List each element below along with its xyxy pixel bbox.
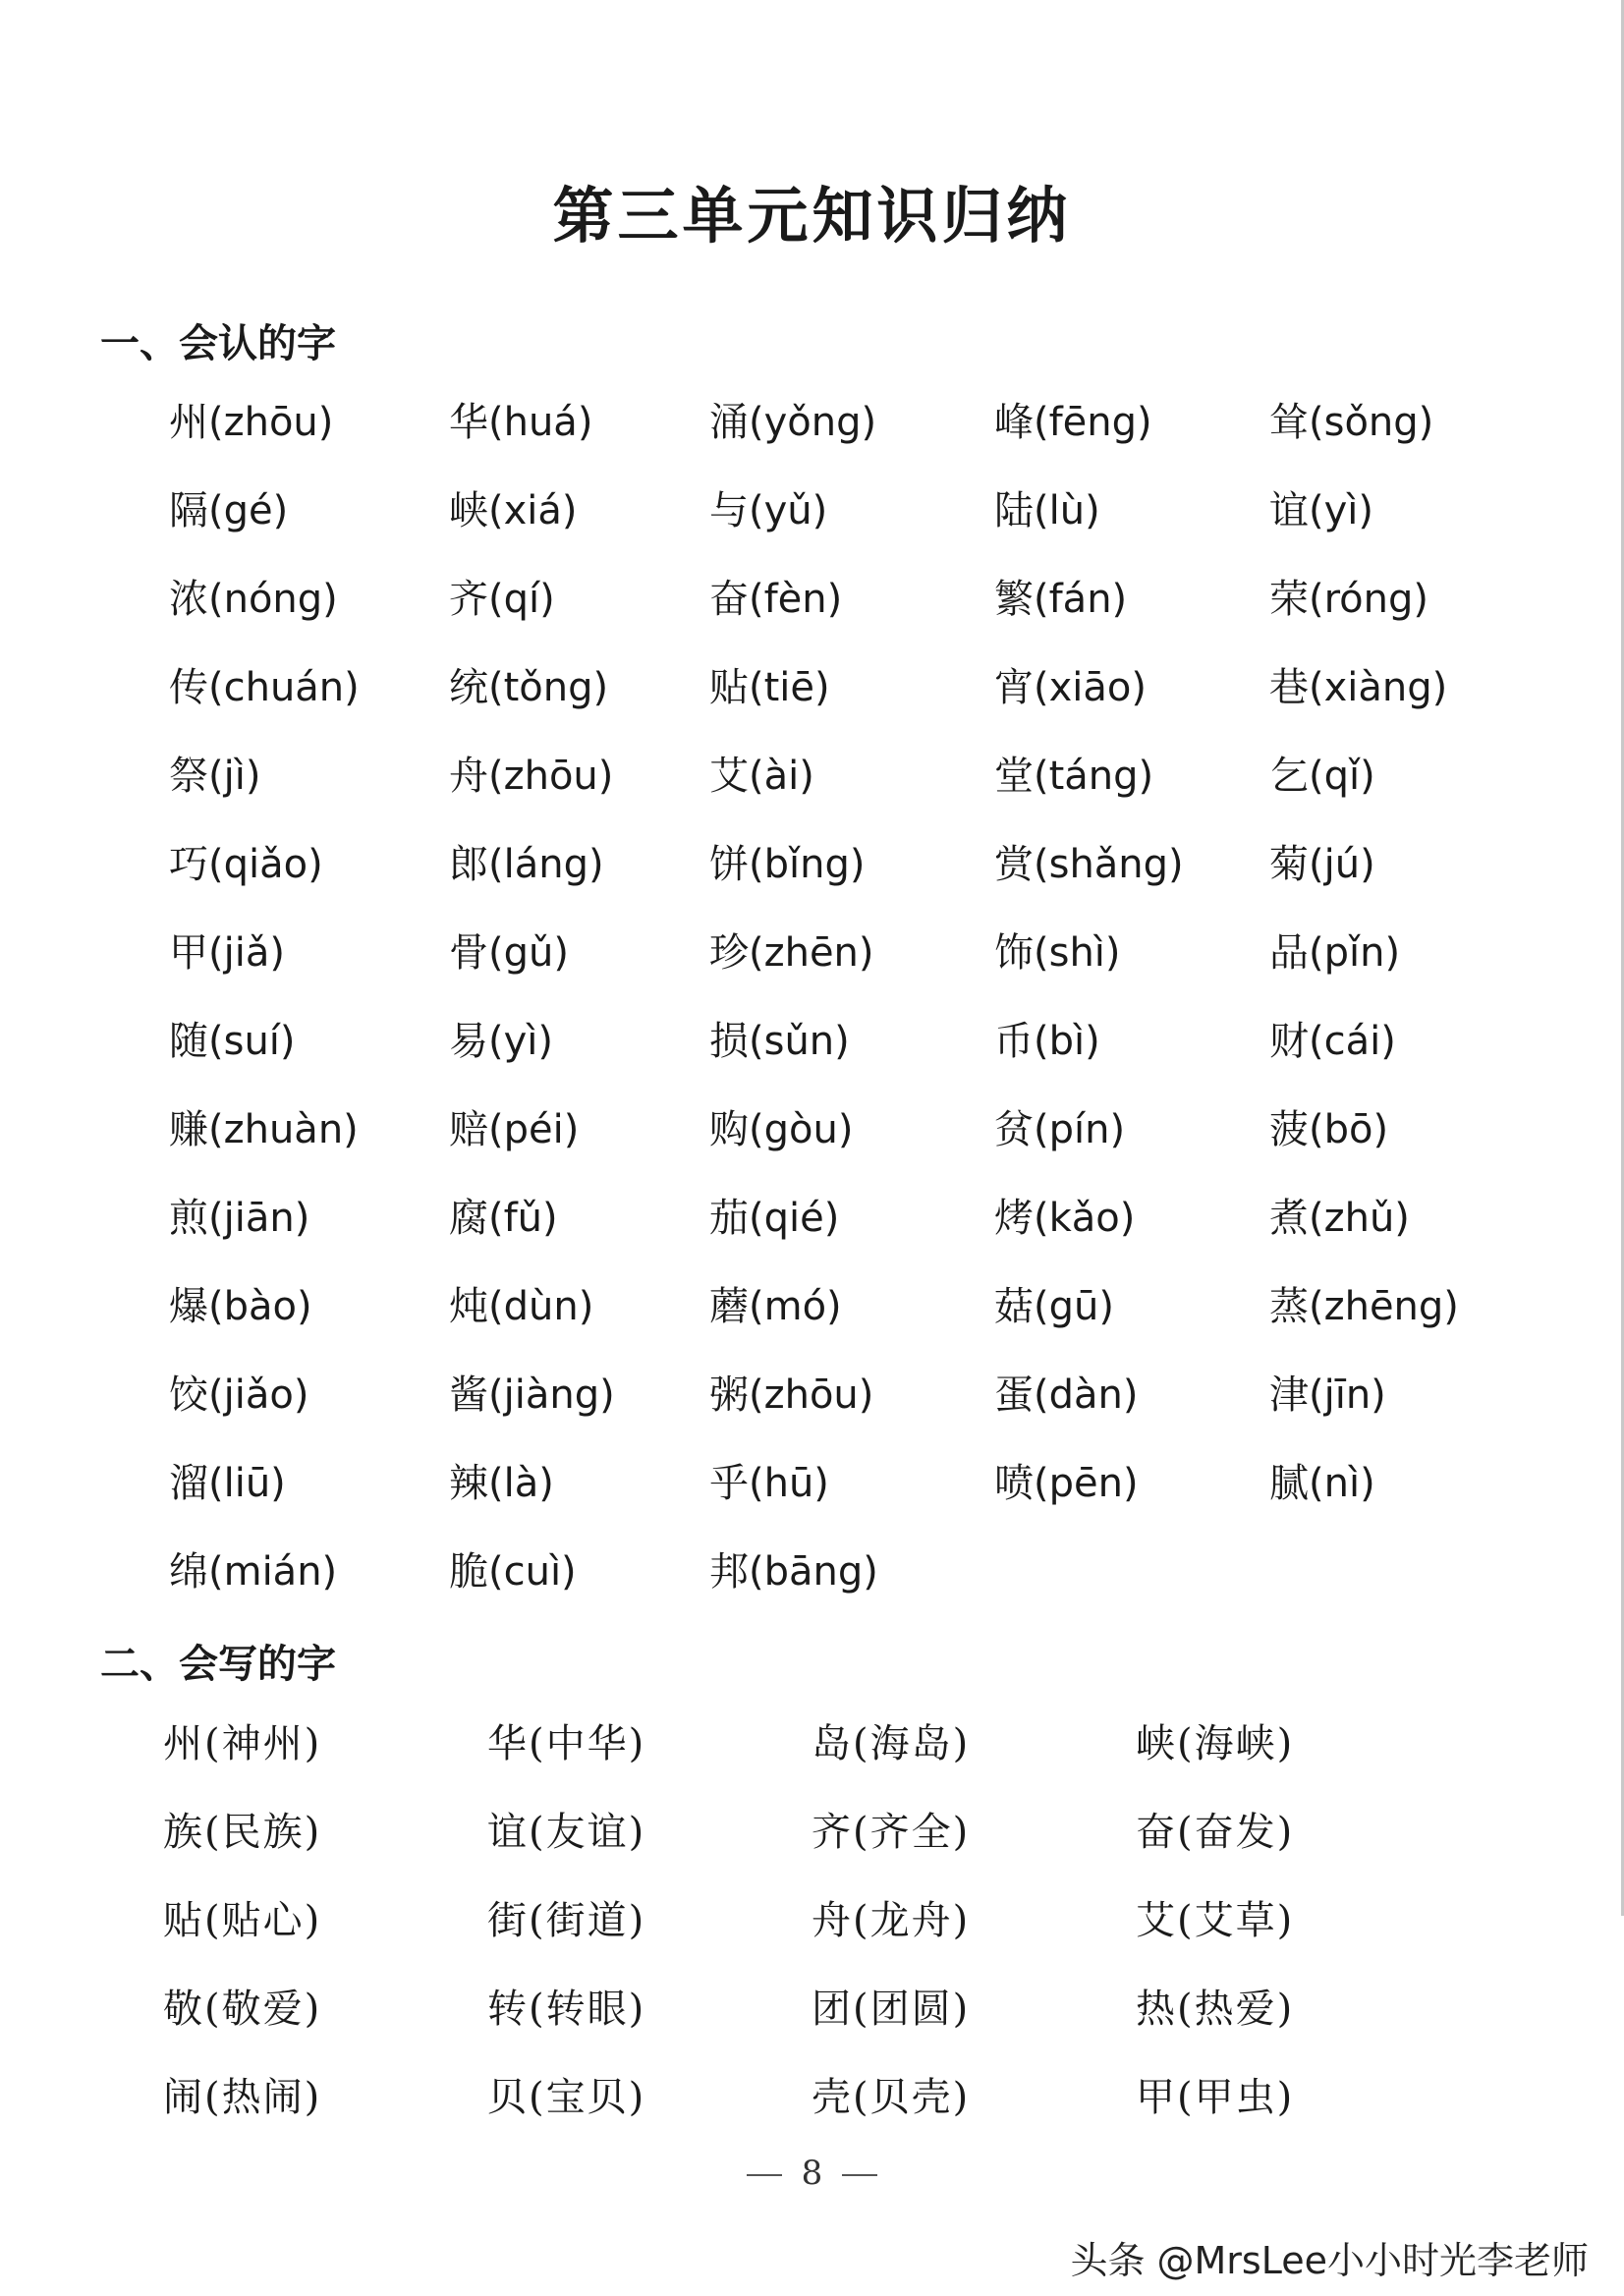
char-item: 州(zhōu) [169, 400, 334, 445]
char-item: 热(热爱) [1136, 1987, 1295, 2032]
char-item: 菠(bō) [1269, 1107, 1389, 1152]
char-item: 隔(gé) [169, 488, 289, 533]
char-item: 煎(jiān) [169, 1196, 310, 1241]
char-item: 堂(táng) [994, 754, 1154, 799]
recognize-char-grid [169, 393, 1525, 1631]
char-item: 艾(艾草) [1136, 1898, 1295, 1943]
char-item: 岛(海岛) [812, 1721, 971, 1766]
char-item: 腻(nì) [1269, 1461, 1375, 1506]
page-number-dash-left [747, 2174, 782, 2176]
char-item: 峡(xiá) [449, 488, 578, 533]
char-item: 粥(zhōu) [709, 1372, 874, 1418]
char-item: 币(bì) [994, 1019, 1100, 1064]
section-heading-write: 二、会写的字 [100, 1642, 336, 1687]
char-item: 陆(lù) [994, 488, 1100, 533]
char-item: 涌(yǒng) [709, 400, 877, 445]
char-item: 损(sǔn) [709, 1019, 850, 1064]
char-item: 蒸(zhēng) [1269, 1284, 1459, 1329]
char-item: 奋(fèn) [709, 577, 843, 622]
char-item: 甲(jiǎ) [169, 930, 285, 976]
char-item: 酱(jiàng) [449, 1372, 615, 1418]
char-item: 乞(qǐ) [1269, 754, 1375, 799]
char-item: 赔(péi) [449, 1107, 580, 1152]
char-item: 州(神州) [163, 1721, 322, 1766]
char-item: 齐(qí) [449, 577, 555, 622]
char-item: 祭(jì) [169, 754, 261, 799]
char-item: 贫(pín) [994, 1107, 1126, 1152]
char-item: 烤(kǎo) [994, 1196, 1136, 1241]
char-item: 舟(龙舟) [812, 1898, 971, 1943]
char-item: 易(yì) [449, 1019, 553, 1064]
char-item: 溜(liū) [169, 1461, 286, 1506]
char-item: 转(转眼) [487, 1987, 646, 2032]
char-item: 舟(zhōu) [449, 754, 614, 799]
char-item: 族(民族) [163, 1810, 322, 1855]
char-item: 脆(cuì) [449, 1549, 577, 1595]
char-item: 艾(ài) [709, 754, 814, 799]
char-item: 饰(shì) [994, 930, 1121, 976]
char-item: 茄(qié) [709, 1196, 840, 1241]
char-item: 传(chuán) [169, 665, 360, 710]
char-item: 甲(甲虫) [1136, 2075, 1295, 2120]
watermark: 头条 @MrsLee小小时光李老师 [1070, 2239, 1589, 2282]
char-item: 谊(yì) [1269, 488, 1373, 533]
char-item: 爆(bào) [169, 1284, 312, 1329]
char-item: 贝(宝贝) [487, 2075, 646, 2120]
char-item: 品(pǐn) [1269, 930, 1401, 976]
char-item: 喷(pēn) [994, 1461, 1139, 1506]
char-item: 巷(xiàng) [1269, 665, 1448, 710]
char-item: 绵(mián) [169, 1549, 338, 1595]
char-item: 腐(fǔ) [449, 1196, 558, 1241]
char-item: 炖(dùn) [449, 1284, 594, 1329]
page-number-value: 8 [801, 2154, 823, 2193]
char-item: 贴(tiē) [709, 665, 830, 710]
char-item: 蛋(dàn) [994, 1372, 1139, 1418]
char-item: 闹(热闹) [163, 2075, 322, 2120]
char-item: 赏(shǎng) [994, 842, 1184, 887]
char-item: 珍(zhēn) [709, 930, 874, 976]
page-title: 第三单元知识归纳 [552, 180, 1072, 252]
char-item: 饼(bǐng) [709, 842, 866, 887]
page-number-dash-right [842, 2174, 877, 2176]
write-char-grid [163, 1714, 1460, 2156]
char-item: 峰(fēng) [994, 400, 1152, 445]
char-item: 奋(奋发) [1136, 1810, 1295, 1855]
char-item: 随(suí) [169, 1019, 296, 1064]
char-item: 耸(sǒng) [1269, 400, 1434, 445]
char-item: 煮(zhǔ) [1269, 1196, 1410, 1241]
char-item: 峡(海峡) [1136, 1721, 1295, 1766]
char-item: 华(huá) [449, 400, 593, 445]
char-item: 壳(贝壳) [812, 2075, 971, 2120]
char-item: 统(tǒng) [449, 665, 609, 710]
char-item: 赚(zhuàn) [169, 1107, 359, 1152]
char-item: 饺(jiǎo) [169, 1372, 309, 1418]
char-item: 荣(róng) [1269, 577, 1428, 622]
char-item: 贴(贴心) [163, 1898, 322, 1943]
char-item: 巧(qiǎo) [169, 842, 323, 887]
char-item: 华(中华) [487, 1721, 646, 1766]
char-item: 浓(nóng) [169, 577, 338, 622]
char-item: 郎(láng) [449, 842, 604, 887]
char-item: 谊(友谊) [487, 1810, 646, 1855]
char-item: 菊(jú) [1269, 842, 1375, 887]
char-item: 乎(hū) [709, 1461, 829, 1506]
section-heading-recognize: 一、会认的字 [100, 321, 336, 366]
char-item: 宵(xiāo) [994, 665, 1147, 710]
char-item: 津(jīn) [1269, 1372, 1386, 1418]
char-item: 繁(fán) [994, 577, 1128, 622]
char-item: 蘑(mó) [709, 1284, 842, 1329]
char-item: 齐(齐全) [812, 1810, 971, 1855]
char-item: 购(gòu) [709, 1107, 854, 1152]
char-item: 菇(gū) [994, 1284, 1114, 1329]
char-item: 与(yǔ) [709, 488, 828, 533]
char-item: 街(街道) [487, 1898, 646, 1943]
char-item: 邦(bāng) [709, 1549, 878, 1595]
page-number [0, 2154, 1624, 2193]
char-item: 辣(là) [449, 1461, 554, 1506]
char-item: 敬(敬爱) [163, 1987, 322, 2032]
char-item: 团(团圆) [812, 1987, 971, 2032]
char-item: 骨(gǔ) [449, 930, 569, 976]
char-item: 财(cái) [1269, 1019, 1396, 1064]
